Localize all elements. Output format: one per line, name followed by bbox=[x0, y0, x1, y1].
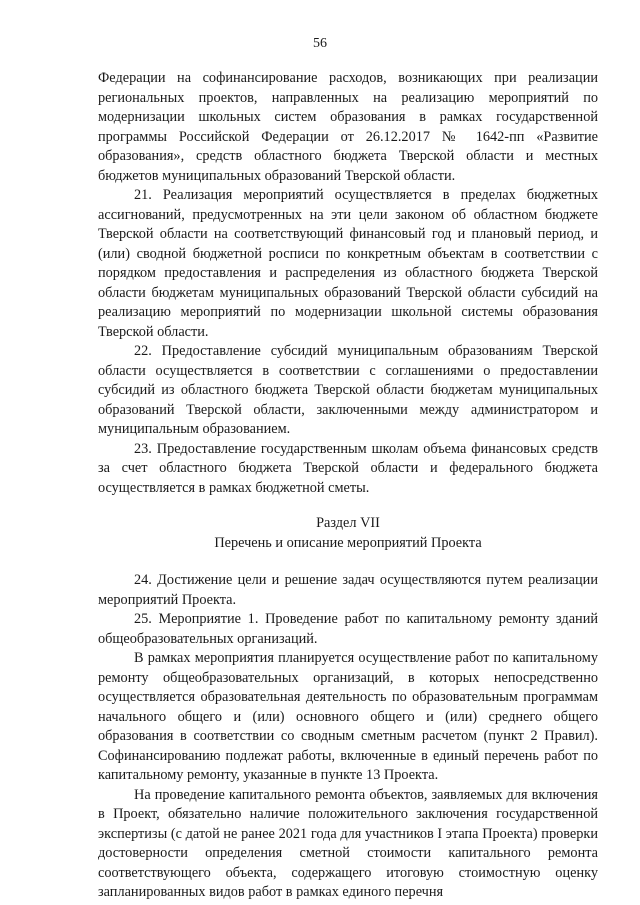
paragraph-25: 25. Мероприятие 1. Проведение работ по капитальному ремонту зданий общеобразовательных организаций. bbox=[98, 611, 598, 647]
paragraph-continuation: Федерации на софинансирование расходов, возникающих при реализации региональных проектов, направленных на реализацию мероприятий по модернизации школьных систем образования в рамках государственной программы Российской Федерации от 26.12.2017 № 1642-пп «Развитие образования», средств областного бюджета Тверской области и местных бюджетов муниципальных образований Тверской области. bbox=[98, 70, 598, 184]
section-title: Перечень и описание мероприятий Проекта bbox=[214, 534, 482, 551]
paragraph-22: 22. Предоставление субсидий муниципальным образованиям Тверской области осуществляется в соответствии с соглашениями о предоставлении субсидий из областного бюджета Тверской области бюджетам муниципальных образований Тверской области, заключенными между администратором и муниципальным образованием. bbox=[98, 343, 598, 437]
paragraph-23: 23. Предоставление государственным школам объема финансовых средств за счет областного бюджета Тверской области и федерального бюджета осуществляется в рамках бюджетной сметы. bbox=[98, 440, 598, 496]
paragraph-25-description: В рамках мероприятия планируется осуществление работ по капитальному ремонту общеобразовательных организаций, в которых непосредственно осуществляется образовательная деятельность по образовательным программам начального общего и (или) основного общего и (или) среднего общего образования в соответствии со сводным сметным расчетом (пункт 2 Правил). Софинансированию подлежат работы, включенные в единый перечень работ по капитальному ремонту, указанные в пункте 13 Проекта. bbox=[98, 650, 598, 783]
paragraph-24: 24. Достижение цели и решение задач осуществляются путем реализации мероприятий Проекта. bbox=[98, 572, 598, 608]
page-number: 56 bbox=[313, 36, 327, 51]
paragraph-25-expertise: На проведение капитального ремонта объектов, заявляемых для включения в Проект, обязательно наличие положительного заключения государственной экспертизы (с датой не ранее 2021 года для участников I этапа Проекта) проверки достоверности определения сметной стоимости капитального ремонта соответствующего объекта, содержащего итоговую стоимостную оценку запланированных видов работ в рамках единого перечня bbox=[98, 786, 598, 900]
document-body bbox=[98, 69, 598, 903]
paragraph-21: 21. Реализация мероприятий осуществляется в пределах бюджетных ассигнований, предусмотренных на эти цели законом об областном бюджете Тверской области на соответствующий финансовый год и плановый период, и (или) сводной бюджетной росписи по конкретным объектам в соответствии с порядком предоставления и распределения из областного бюджета Тверской области бюджетам муниципальных образований Тверской области субсидий на реализацию мероприятий по модернизации школьной системы образования Тверской области. bbox=[98, 187, 598, 340]
section-heading: Раздел VII bbox=[316, 515, 380, 531]
